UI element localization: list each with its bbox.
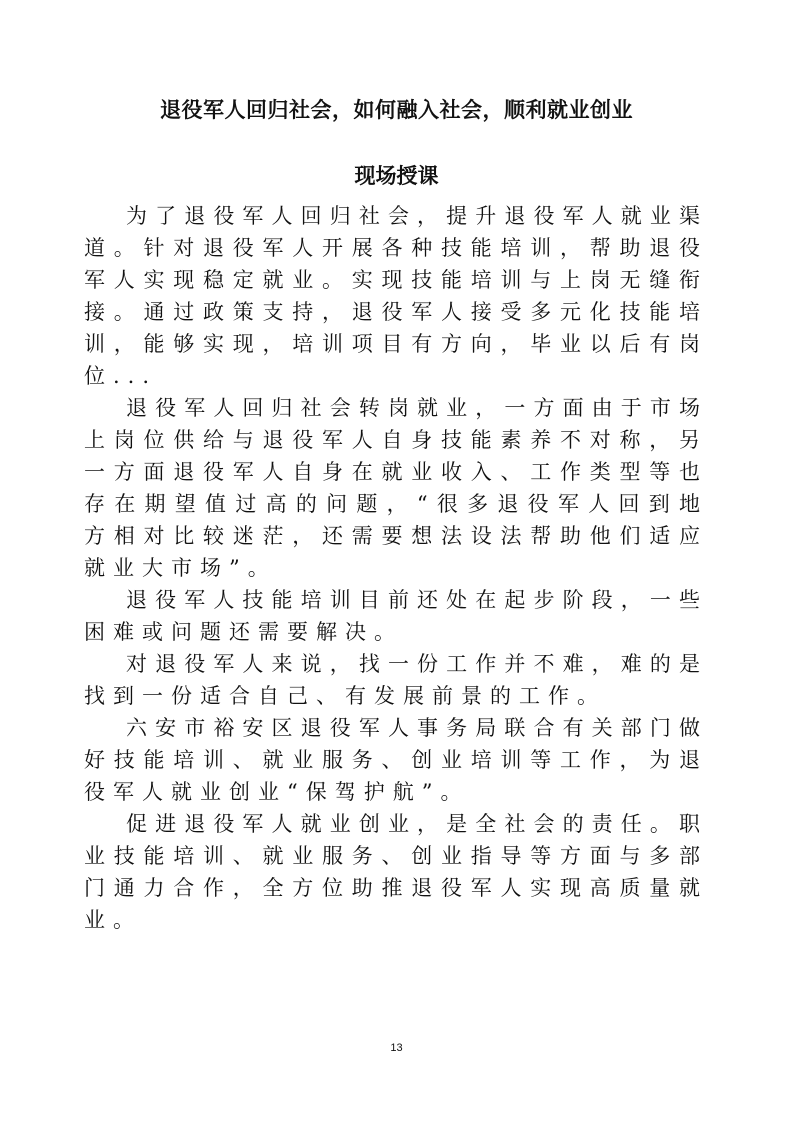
paragraph-3: 退役军人技能培训目前还处在起步阶段，一些困难或问题还需要解决。 <box>84 588 708 644</box>
page-number: 13 <box>390 1042 403 1054</box>
paragraph-4: 对退役军人来说，找一份工作并不难，难的是找到一份适合自己、有发展前景的工作。 <box>84 652 708 708</box>
document-body <box>84 200 708 936</box>
document-subtitle: 现场授课 <box>354 164 439 188</box>
document-title: 退役军人回归社会，如何融入社会，顺利就业创业 <box>160 98 633 122</box>
paragraph-5: 六安市裕安区退役军人事务局联合有关部门做好技能培训、就业服务、创业培训等工作，为退役军人就业创业“保驾护航”。 <box>84 716 708 804</box>
paragraph-2: 退役军人回归社会转岗就业，一方面由于市场上岗位供给与退役军人自身技能素养不对称，另一方面退役军人自身在就业收入、工作类型等也存在期望值过高的问题，“很多退役军人回到地方相对比较迷茫，还需要想法设法帮助他们适应就业大市场”。 <box>84 396 708 580</box>
paragraph-1: 为了退役军人回归社会，提升退役军人就业渠道。针对退役军人开展各种技能培训，帮助退役军人实现稳定就业。实现技能培训与上岗无缝衔接。通过政策支持，退役军人接受多元化技能培训，能够实现，培训项目有方向，毕业以后有岗位... <box>84 204 708 388</box>
paragraph-6: 促进退役军人就业创业，是全社会的责任。职业技能培训、就业服务、创业指导等方面与多部门通力合作，全方位助推退役军人实现高质量就业。 <box>84 812 708 932</box>
